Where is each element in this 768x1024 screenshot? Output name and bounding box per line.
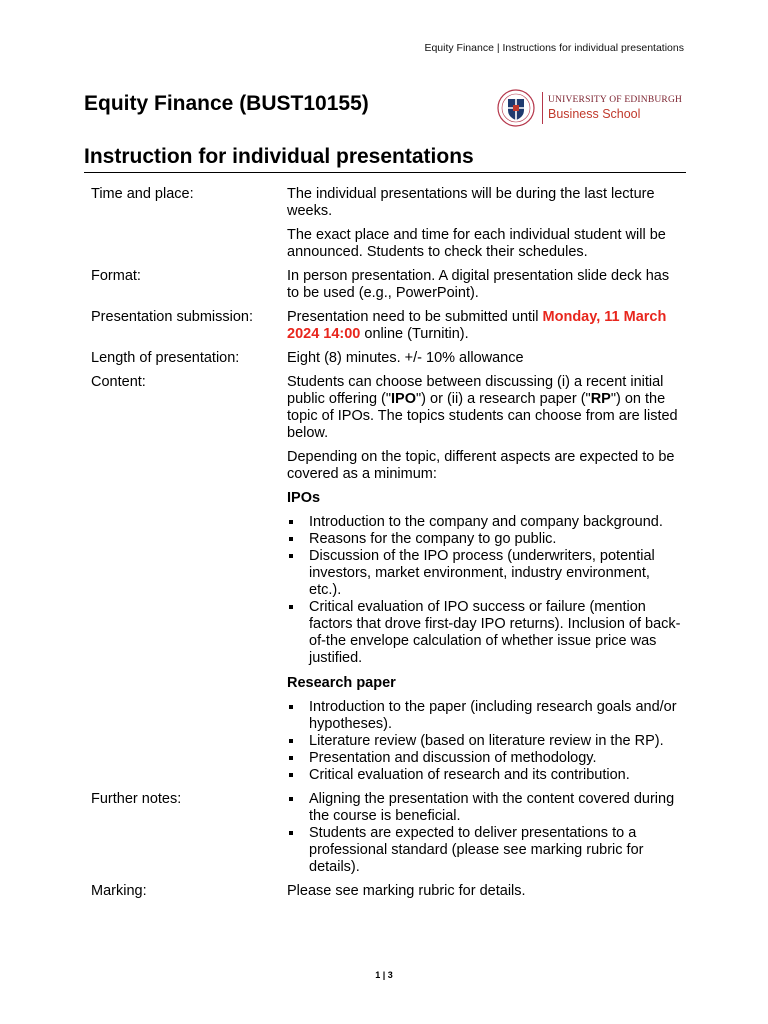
row-value: [287, 350, 681, 367]
running-header: Equity Finance | Instructions for individual presentations: [424, 42, 684, 54]
row-format: [91, 268, 681, 302]
paragraph: Depending on the topic, different aspects are expected to be covered as a minimum:: [287, 449, 675, 482]
row-marking: [91, 883, 681, 900]
research-paper-list: [287, 699, 681, 784]
paragraph: The individual presentations will be during the last lecture weeks.: [287, 186, 655, 219]
paragraph: [287, 309, 681, 343]
submission-deadline: Monday, 11 March 2024 14:00: [287, 309, 667, 342]
submission-text-before: Presentation need to be submitted until: [287, 309, 543, 325]
list-item: Introduction to the paper (including research goals and/or hypotheses).: [287, 699, 681, 733]
list-item: Introduction to the company and company background.: [287, 514, 681, 531]
row-submission: [91, 309, 681, 343]
list-item: Literature review (based on literature review in the RP).: [287, 733, 681, 750]
row-label: Format:: [91, 268, 141, 284]
row-label: Time and place:: [91, 186, 194, 202]
document-title: Equity Finance (BUST10155): [84, 92, 369, 115]
row-label: Marking:: [91, 883, 147, 899]
row-label: Further notes:: [91, 791, 182, 807]
row-value: [287, 309, 681, 343]
page-number: 1 | 3: [375, 970, 393, 980]
logo-university-name: UNIVERSITY OF EDINBURGH: [548, 95, 683, 105]
paragraph: Eight (8) minutes. +/- 10% allowance: [287, 350, 524, 366]
logo-school-name: Business School: [548, 107, 641, 121]
paragraph: [287, 374, 681, 442]
row-value: [287, 268, 681, 302]
section-title: Instruction for individual presentations: [84, 145, 686, 173]
list-item: Aligning the presentation with the content covered during the course is beneficial.: [287, 791, 681, 825]
ipos-list: [287, 514, 681, 667]
paragraph: In person presentation. A digital presentation slide deck has to be used (e.g., PowerPoint).: [287, 268, 670, 301]
row-content: [91, 374, 681, 784]
paragraph: Please see marking rubric for details.: [287, 883, 526, 899]
paragraph: The exact place and time for each individual student will be announced. Students to check their schedules.: [287, 227, 666, 260]
list-item: Students are expected to deliver presentations to a professional standard (please see marking rubric for details).: [287, 825, 681, 876]
row-value: [287, 791, 681, 876]
submission-text-after: online (Turnitin).: [360, 326, 469, 342]
row-time-place: [91, 186, 681, 261]
spacer: [287, 667, 681, 675]
ipo-abbrev: IPO: [391, 391, 417, 407]
row-value: [287, 374, 681, 784]
content-intro-part: ") on the topic of IPOs. The topics students can choose from are listed below.: [287, 391, 678, 441]
row-label: Presentation submission:: [91, 309, 253, 325]
list-item: Critical evaluation of IPO success or failure (mention factors that drove first-day IPO returns). Inclusion of back-of-the envelope calculation of whether issue price was justified.: [287, 599, 681, 667]
row-value: [287, 186, 681, 261]
row-label: Content:: [91, 374, 146, 390]
content-intro-part: Students can choose between discussing (i) a recent initial public offering (": [287, 374, 664, 407]
research-paper-heading: Research paper: [287, 675, 396, 691]
ipos-heading: IPOs: [287, 490, 321, 506]
row-label: Length of presentation:: [91, 350, 240, 366]
university-logo: [497, 88, 687, 130]
rp-abbrev: RP: [590, 391, 611, 407]
list-item: Presentation and discussion of methodology.: [287, 750, 681, 767]
list-item: Critical evaluation of research and its contribution.: [287, 767, 681, 784]
row-value: [287, 883, 681, 900]
further-notes-list: [287, 791, 681, 876]
list-item: Discussion of the IPO process (underwriters, potential investors, market environment, industry environment, etc.).: [287, 548, 681, 599]
content-intro-part: ") or (ii) a research paper (": [416, 391, 591, 407]
logo-divider: [542, 92, 543, 124]
instructions-table: [91, 186, 681, 907]
row-length: [91, 350, 681, 367]
list-item: Reasons for the company to go public.: [287, 531, 681, 548]
university-crest-icon: [497, 88, 535, 128]
row-further-notes: [91, 791, 681, 876]
